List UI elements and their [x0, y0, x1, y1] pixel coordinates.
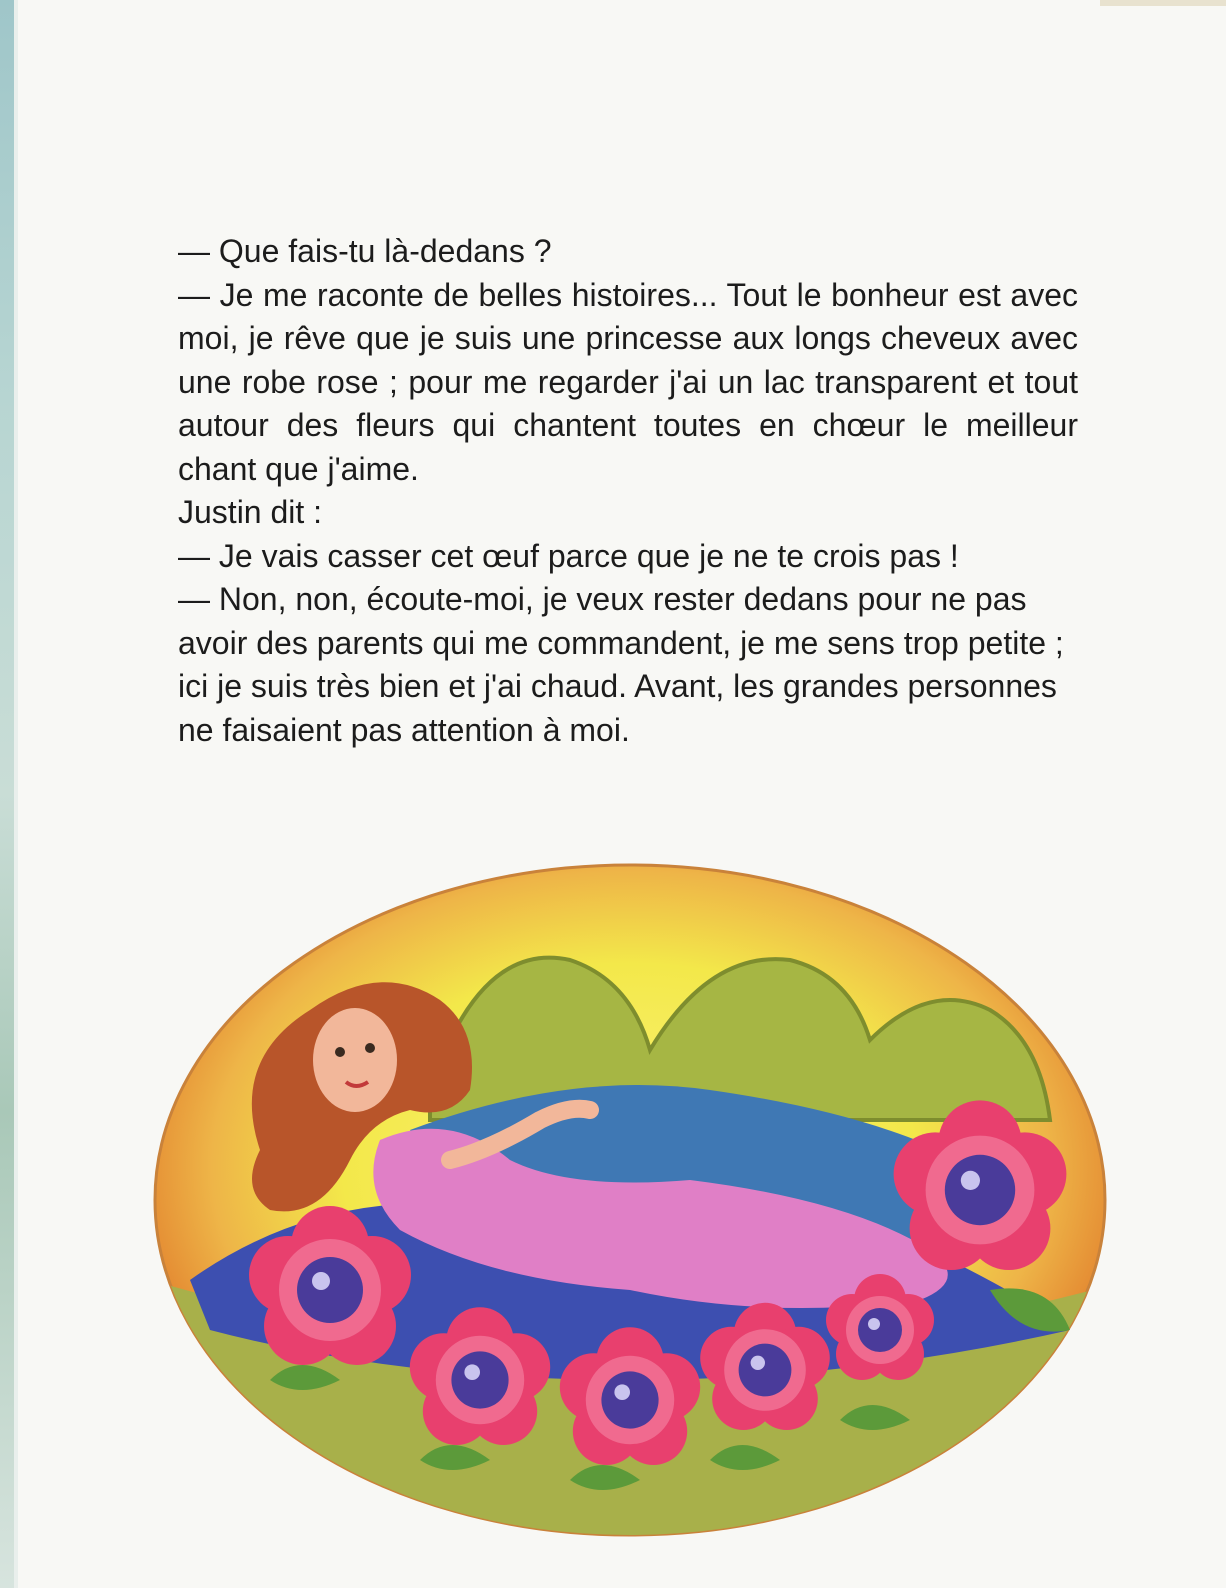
story-paragraph: — Je vais casser cet œuf parce que je ne te crois pas !: [178, 537, 959, 574]
story-paragraph: — Non, non, écoute-moi, je veux rester dedans pour ne pas avoir des parents qui me commandent, je me sens trop petite ; ici je suis très bien et j'ai chaud. Avant, les grandes personnes ne faisaient pas attention à moi.: [178, 581, 1064, 748]
page-top-edge: [1100, 0, 1226, 6]
eye: [335, 1047, 345, 1057]
eye: [365, 1043, 375, 1053]
story-paragraph: — Je me raconte de belles histoires... Tout le bonheur est avec moi, je rêve que je suis une princesse aux longs cheveux avec une robe rose ; pour me regarder j'ai un lac transparent et tout autour des fleurs qui chantent toutes en chœur le meilleur chant que j'aime.: [178, 276, 1078, 487]
egg-illustration: [150, 860, 1130, 1550]
story-text: [178, 230, 1078, 752]
story-paragraph: — Que fais-tu là-dedans ?: [178, 233, 552, 269]
binding-edge-highlight: [14, 0, 18, 1588]
story-paragraph: Justin dit :: [178, 494, 323, 530]
face: [313, 1008, 397, 1112]
